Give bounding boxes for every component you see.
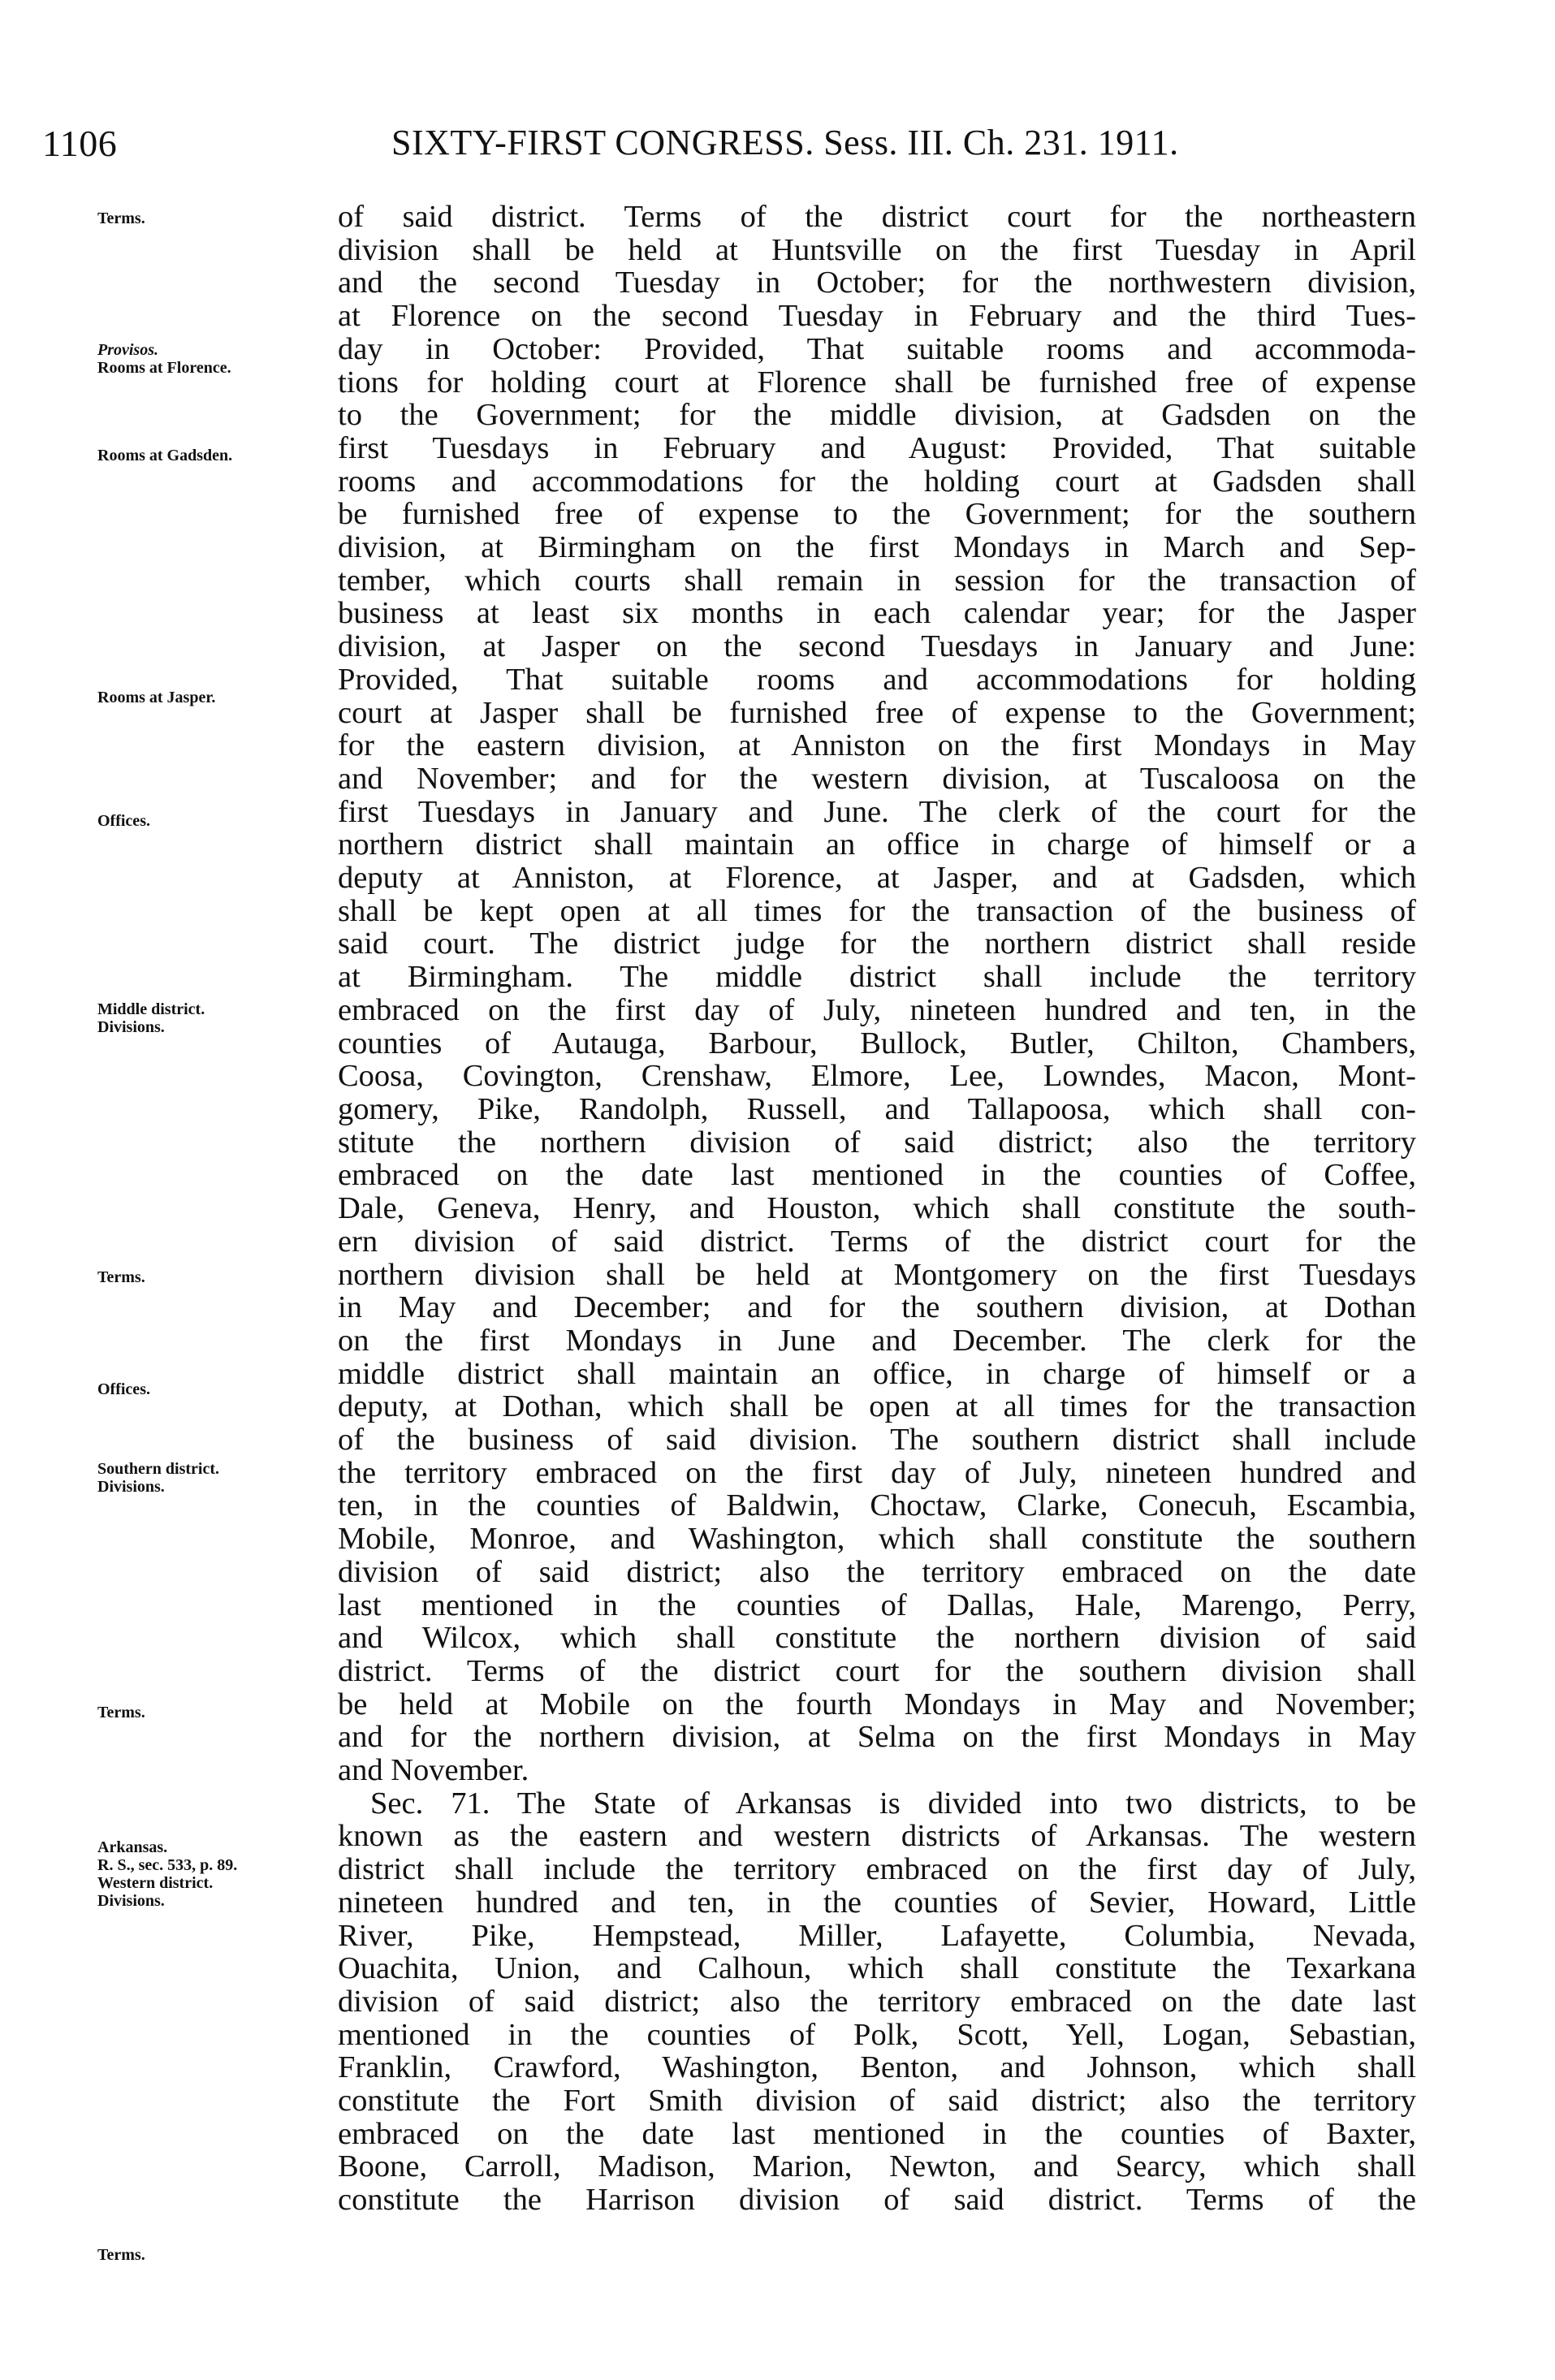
text-line: deputy, at Dothan, which shall be open at all times for the transaction xyxy=(338,1389,1416,1424)
text-line: and for the northern division, at Selma on the first Mondays in May xyxy=(338,1720,1416,1755)
margin-note-offices: Offices. xyxy=(97,812,150,830)
text-line: Ouachita, Union, and Calhoun, which shall constitute the Texarkana xyxy=(338,1951,1416,1986)
margin-note-southern-district: Southern district. Divisions. xyxy=(97,1460,219,1496)
margin-note-rooms-gadsden: Rooms at Gadsden. xyxy=(97,447,233,464)
text-line: and November. xyxy=(338,1753,529,1788)
text-line: northern district shall maintain an office in charge of himself or a xyxy=(338,827,1416,862)
text-line: northern division shall be held at Montgomery on the first Tuesdays xyxy=(338,1257,1416,1292)
text-line: for the eastern division, at Anniston on the first Mondays in May xyxy=(338,728,1416,763)
text-line: in May and December; and for the southern division, at Dothan xyxy=(338,1290,1416,1325)
text-line: ern division of said district. Terms of the district court for the xyxy=(338,1224,1416,1259)
margin-note-terms: Terms. xyxy=(97,1704,145,1721)
margin-note-rooms-jasper: Rooms at Jasper. xyxy=(97,689,216,706)
text-line: day in October: Provided, That suitable rooms and accommoda- xyxy=(338,331,1416,366)
text-line: constitute the Harrison division of said district. Terms of the xyxy=(338,2183,1416,2218)
margin-note-terms: Terms. xyxy=(97,2246,145,2264)
text-line: Dale, Geneva, Henry, and Houston, which shall constitute the south- xyxy=(338,1191,1416,1226)
text-line: district shall include the territory embraced on the first day of July, xyxy=(338,1852,1416,1887)
text-line: court at Jasper shall be furnished free of expense to the Government; xyxy=(338,695,1416,730)
text-line: on the first Mondays in June and December. The clerk for the xyxy=(338,1323,1416,1358)
text-line: Provided, That suitable rooms and accommodations for holding xyxy=(338,662,1416,697)
margin-note-offices: Offices. xyxy=(97,1380,150,1398)
text-line: ten, in the counties of Baldwin, Choctaw, Clarke, Conecuh, Escambia, xyxy=(338,1488,1416,1523)
text-line: division, at Jasper on the second Tuesdays in January and June: xyxy=(338,629,1416,664)
margin-note-provisos: Provisos. Rooms at Florence. xyxy=(97,341,231,377)
text-line: embraced on the date last mentioned in the counties of Coffee, xyxy=(338,1158,1416,1193)
text-line: of said district. Terms of the district court for the northeastern xyxy=(338,200,1416,234)
text-line: the territory embraced on the first day of July, nineteen hundred and xyxy=(338,1455,1416,1490)
text-line: division shall be held at Huntsville on the first Tuesday in April xyxy=(338,232,1416,267)
text-line: embraced on the first day of July, nineteen hundred and ten, in the xyxy=(338,992,1416,1027)
text-line: Boone, Carroll, Madison, Marion, Newton, and Searcy, which shall xyxy=(338,2149,1416,2184)
text-line: to the Government; for the middle division, at Gadsden on the xyxy=(338,398,1416,433)
page-header xyxy=(42,122,1423,171)
text-line: stitute the northern division of said district; also the territory xyxy=(338,1125,1416,1160)
margin-note-terms: Terms. xyxy=(97,1268,145,1286)
text-line: middle district shall maintain an office, in charge of himself or a xyxy=(338,1356,1416,1391)
text-line: River, Pike, Hempstead, Miller, Lafayette, Columbia, Nevada, xyxy=(338,1918,1416,1953)
text-line: gomery, Pike, Randolph, Russell, and Tallapoosa, which shall con- xyxy=(338,1091,1416,1126)
text-line: Franklin, Crawford, Washington, Benton, and Johnson, which shall xyxy=(338,2050,1416,2085)
text-line: tember, which courts shall remain in session for the transaction of xyxy=(338,563,1416,598)
text-line: shall be kept open at all times for the transaction of the business of xyxy=(338,893,1416,928)
text-line: last mentioned in the counties of Dallas, Hale, Marengo, Perry, xyxy=(338,1587,1416,1622)
text-line: tions for holding court at Florence shall be furnished free of expense xyxy=(338,365,1416,400)
running-title: SIXTY-FIRST CONGRESS. Sess. III. Ch. 231. 1911. xyxy=(391,123,1179,162)
text-line: division, at Birmingham on the first Mondays in March and Sep- xyxy=(338,530,1416,565)
text-line: of the business of said division. The southern district shall include xyxy=(338,1423,1416,1458)
margin-note-terms: Terms. xyxy=(97,209,145,227)
text-line: constitute the Fort Smith division of said district; also the territory xyxy=(338,2084,1416,2119)
text-line: counties of Autauga, Barbour, Bullock, Butler, Chilton, Chambers, xyxy=(338,1026,1416,1060)
text-line: at Birmingham. The middle district shall include the territory xyxy=(338,960,1416,995)
text-line: and the second Tuesday in October; for the northwestern division, xyxy=(338,266,1416,300)
body-text xyxy=(338,201,1416,2217)
text-line: first Tuesdays in February and August: Provided, That suitable xyxy=(338,430,1416,465)
page-number: 1106 xyxy=(42,123,118,164)
text-line: nineteen hundred and ten, in the counties of Sevier, Howard, Little xyxy=(338,1885,1416,1920)
text-line: be held at Mobile on the fourth Mondays in May and November; xyxy=(338,1687,1416,1721)
text-line: mentioned in the counties of Polk, Scott, Yell, Logan, Sebastian, xyxy=(338,2017,1416,2052)
text-line: division of said district; also the territory embraced on the date last xyxy=(338,1984,1416,2019)
text-line: deputy at Anniston, at Florence, at Jasper, and at Gadsden, which xyxy=(338,861,1416,896)
text-line: at Florence on the second Tuesday in February and the third Tues- xyxy=(338,299,1416,334)
text-line: business at least six months in each calendar year; for the Jasper xyxy=(338,596,1416,631)
text-line: Coosa, Covington, Crenshaw, Elmore, Lee, Lowndes, Macon, Mont- xyxy=(338,1059,1416,1094)
margin-note-arkansas: Arkansas. R. S., sec. 533, p. 89. Western district. Divisions. xyxy=(97,1838,238,1910)
text-line: and Wilcox, which shall constitute the northern division of said xyxy=(338,1621,1416,1656)
text-line: be furnished free of expense to the Government; for the southern xyxy=(338,497,1416,532)
text-line: division of said district; also the territory embraced on the date xyxy=(338,1554,1416,1589)
text-line: and November; and for the western division, at Tuscaloosa on the xyxy=(338,761,1416,796)
text-line: Mobile, Monroe, and Washington, which shall constitute the southern xyxy=(338,1522,1416,1557)
text-line: first Tuesdays in January and June. The clerk of the court for the xyxy=(338,794,1416,829)
text-line: district. Terms of the district court for the southern division shall xyxy=(338,1653,1416,1688)
text-line: embraced on the date last mentioned in the counties of Baxter, xyxy=(338,2116,1416,2151)
section-71-heading-line: Sec. 71. The State of Arkansas is divided into two districts, to be xyxy=(370,1786,1416,1821)
margin-note-middle-district: Middle district. Divisions. xyxy=(97,1000,205,1036)
text-line: known as the eastern and western districts of Arkansas. The western xyxy=(338,1819,1416,1854)
text-line: said court. The district judge for the northern district shall reside xyxy=(338,927,1416,961)
text-line: rooms and accommodations for the holding court at Gadsden shall xyxy=(338,464,1416,499)
